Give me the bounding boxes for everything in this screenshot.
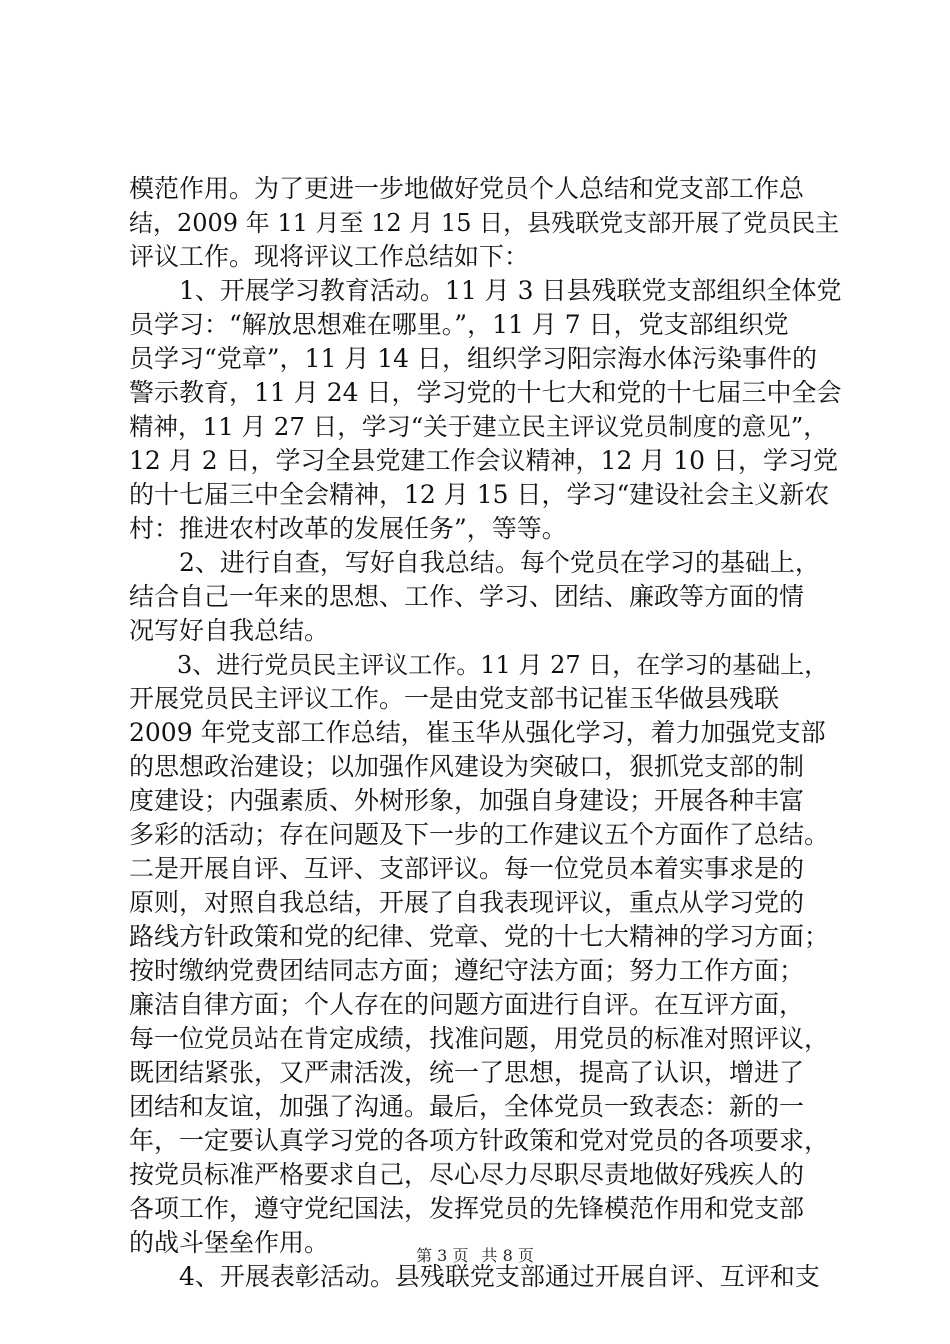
text-line: 1、开展学习教育活动。11 月 3 日县残联党支部组织全体党 — [129, 276, 842, 305]
text-line: 按时缴纳党费团结同志方面；遵纪守法方面；努力工作方面； — [129, 956, 805, 985]
text-line: 2、进行自查，写好自我总结。每个党员在学习的基础上， — [129, 548, 820, 577]
text-line: 原则，对照自我总结，开展了自我表现评议，重点从学习党的 — [129, 888, 805, 917]
text-line: 度建设；内强素质、外树形象，加强自身建设；开展各种丰富 — [129, 786, 805, 815]
text-line: 二是开展自评、互评、支部评议。每一位党员本着实事求是的 — [129, 854, 805, 883]
text-line: 3、进行党员民主评议工作。11 月 27 日，在学习的基础上， — [129, 651, 829, 679]
text-line: 结，2009 年 11 月至 12 月 15 日，县残联党支部开展了党员民主 — [129, 209, 840, 237]
text-line: 警示教育，11 月 24 日，学习党的十七大和党的十七届三中全会 — [129, 378, 842, 407]
text-line: 各项工作，遵守党纪国法，发挥党员的先锋模范作用和党支部 — [129, 1194, 805, 1223]
text-line: 2009 年党支部工作总结，崔玉华从强化学习，着力加强党支部 — [129, 718, 826, 747]
text-line: 员学习“党章”，11 月 14 日，组织学习阳宗海水体污染事件的 — [129, 344, 818, 373]
text-line: 的战斗堡垒作用。 — [129, 1228, 330, 1257]
text-line: 模范作用。为了更进一步地做好党员个人总结和党支部工作总 — [129, 174, 805, 203]
text-line: 开展党员民主评议工作。一是由党支部书记崔玉华做县残联 — [129, 684, 780, 713]
text-line: 的思想政治建设；以加强作风建设为突破口，狠抓党支部的制 — [129, 752, 805, 781]
document-body — [129, 172, 841, 1294]
text-line: 路线方针政策和党的纪律、党章、党的十七大精神的学习方面； — [129, 922, 830, 951]
text-line: 的十七届三中全会精神，12 月 15 日，学习“建设社会主义新农 — [129, 480, 830, 509]
text-line: 每一位党员站在肯定成绩，找准问题，用党员的标准对照评议， — [129, 1024, 830, 1053]
text-line: 年，一定要认真学习党的各项方针政策和党对党员的各项要求， — [129, 1126, 830, 1155]
text-line: 员学习：“解放思想难在哪里。”，11 月 7 日，党支部组织党 — [129, 310, 789, 339]
text-line: 团结和友谊，加强了沟通。最后，全体党员一致表态：新的一 — [129, 1092, 805, 1121]
text-line: 既团结紧张，又严肃活泼，统一了思想，提高了认识，增进了 — [129, 1058, 805, 1087]
text-line: 况写好自我总结。 — [129, 616, 330, 645]
text-line: 评议工作。现将评议工作总结如下： — [129, 242, 530, 271]
page-number: 第 3 页 — [416, 1246, 469, 1265]
text-line: 村：推进农村改革的发展任务”，等等。 — [129, 514, 567, 543]
text-line: 廉洁自律方面；个人存在的问题方面进行自评。在互评方面， — [129, 990, 805, 1019]
page-footer — [0, 1246, 950, 1266]
text-line: 多彩的活动；存在问题及下一步的工作建议五个方面作了总结。 — [129, 820, 830, 849]
text-line: 结合自己一年来的思想、工作、学习、团结、廉政等方面的情 — [129, 582, 805, 611]
text-line: 12 月 2 日，学习全县党建工作会议精神，12 月 10 日，学习党 — [129, 446, 839, 475]
page-total: 共 8 页 — [481, 1246, 534, 1265]
text-line: 按党员标准严格要求自己，尽心尽力尽职尽责地做好残疾人的 — [129, 1160, 805, 1189]
text-line: 精神，11 月 27 日，学习“关于建立民主评议党员制度的意见”， — [129, 412, 828, 441]
text-line: 4、开展表彰活动。县残联党支部通过开展自评、互评和支 — [129, 1262, 820, 1291]
